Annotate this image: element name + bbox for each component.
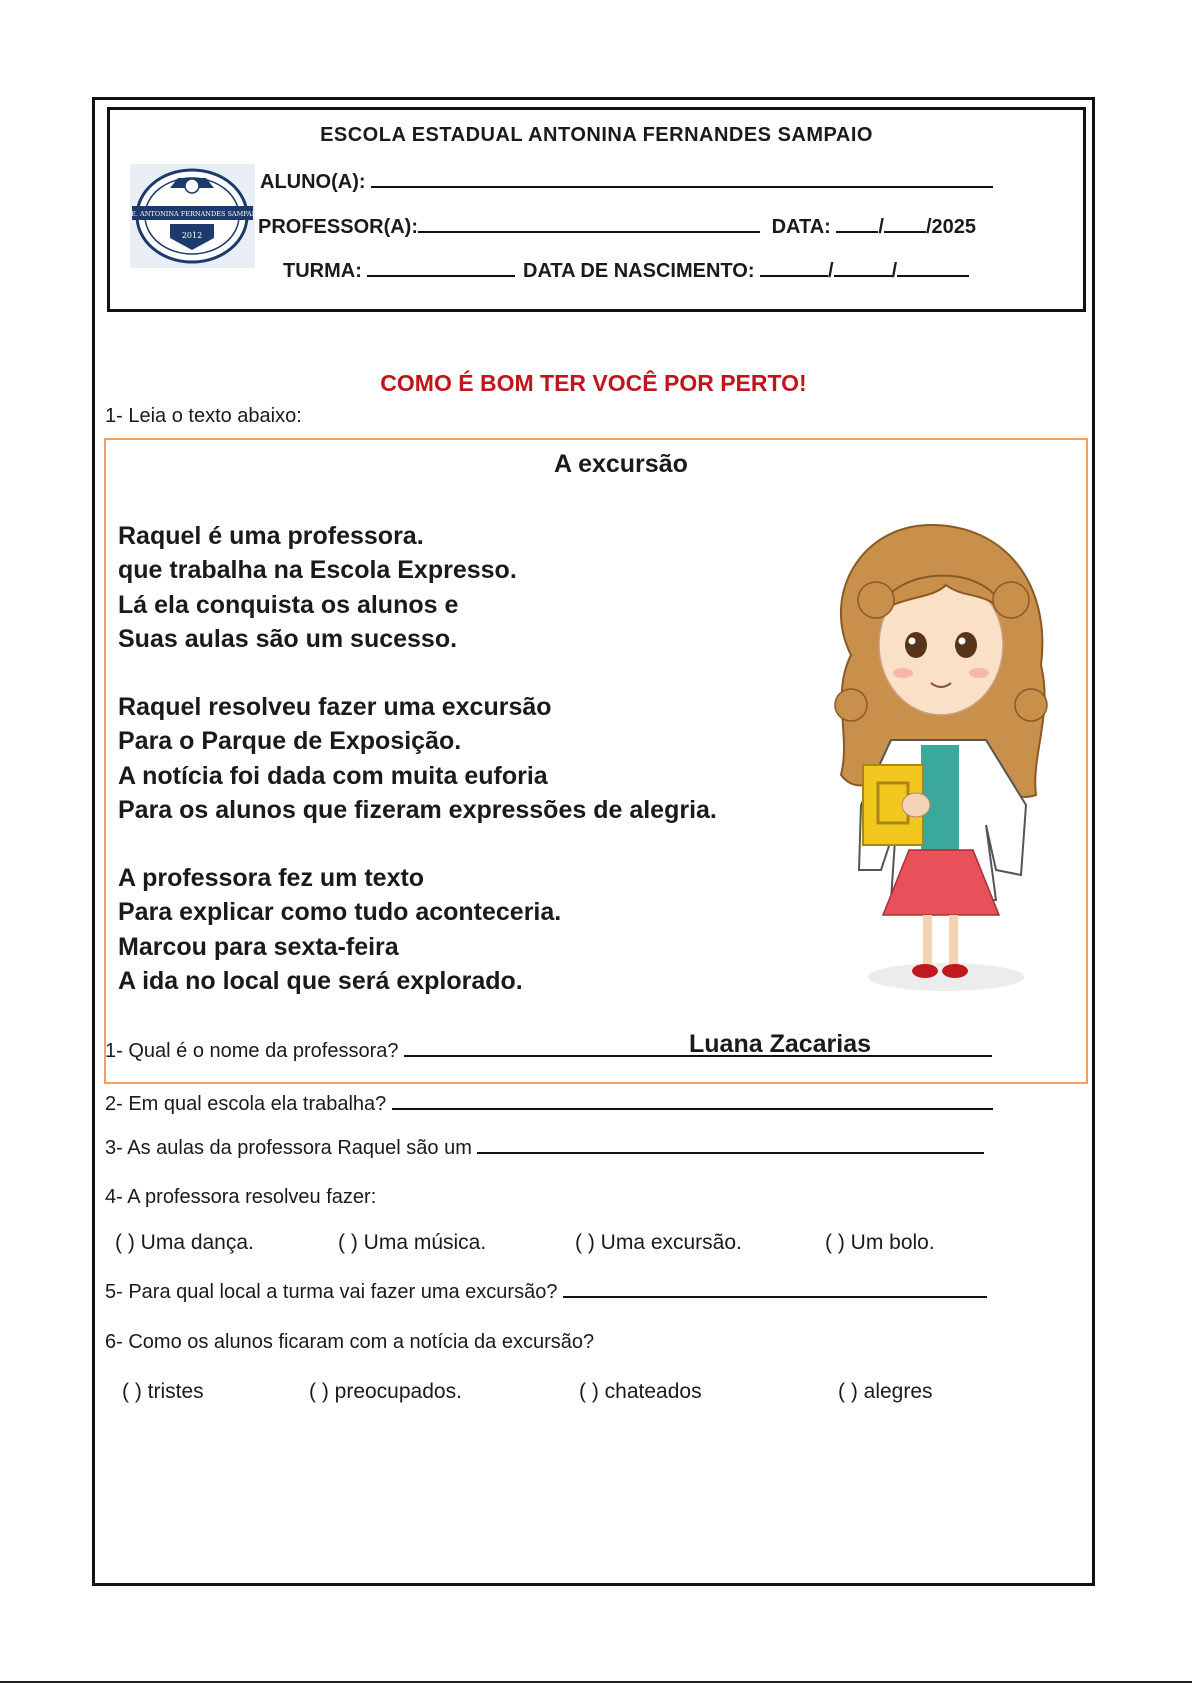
birth-day-line[interactable] xyxy=(760,257,828,277)
teacher-illustration xyxy=(781,505,1081,995)
q4-option-3[interactable]: ( ) Uma excursão. xyxy=(575,1231,742,1254)
birth-slash-2: / xyxy=(891,260,898,282)
school-logo xyxy=(130,164,255,268)
story-author: Luana Zacarias xyxy=(689,1030,872,1058)
story-title: A excursão xyxy=(554,450,688,478)
date-label: DATA: xyxy=(771,216,831,238)
verse-line: A professora fez um texto xyxy=(118,864,425,892)
page-title: COMO É BOM TER VOCÊ POR PERTO! xyxy=(380,370,807,396)
date-day-line[interactable] xyxy=(836,213,878,233)
page-bottom-rule xyxy=(0,1681,1192,1683)
verse-line: Marcou para sexta-feira xyxy=(118,932,399,961)
verse-line: Para explicar como tudo aconteceria. xyxy=(118,898,562,927)
answer-line-3[interactable] xyxy=(477,1134,984,1154)
question-5-text: 5- Para qual local a turma vai fazer uma excursão? xyxy=(105,1281,558,1303)
school-name: ESCOLA ESTADUAL ANTONINA FERNANDES SAMPAIO xyxy=(320,124,873,146)
date-month-line[interactable] xyxy=(884,213,926,233)
date-slash: / xyxy=(878,216,884,238)
verse-line: A notícia foi dada com muita euforia xyxy=(118,761,548,790)
verse-line: Raquel resolveu fazer uma excursão xyxy=(118,693,552,721)
question-2 xyxy=(105,1090,993,1116)
class-field xyxy=(283,257,969,283)
question-6: 6- Como os alunos ficaram com a notícia da excursão? xyxy=(105,1331,595,1353)
question-3 xyxy=(105,1134,984,1160)
q4-option-2[interactable]: ( ) Uma música. xyxy=(338,1231,487,1254)
birth-slash-1: / xyxy=(828,260,834,282)
q6-option-4[interactable]: ( ) alegres xyxy=(838,1380,933,1403)
birth-month-line[interactable] xyxy=(834,257,892,277)
verse-line: Para o Parque de Exposição. xyxy=(118,727,462,756)
worksheet-frame xyxy=(92,97,1095,1586)
answer-line-5[interactable] xyxy=(563,1278,987,1298)
class-label: TURMA: xyxy=(283,260,362,282)
header-box xyxy=(107,107,1086,312)
question-4: 4- A professora resolveu fazer: xyxy=(105,1186,377,1208)
q6-option-3[interactable]: ( ) chateados xyxy=(579,1380,702,1403)
teacher-field xyxy=(258,213,976,239)
question-1-text: 1- Qual é o nome da professora? xyxy=(105,1040,399,1062)
answer-line-2[interactable] xyxy=(392,1090,993,1110)
q4-option-1[interactable]: ( ) Uma dança. xyxy=(115,1231,254,1254)
verse-line: Suas aulas são um sucesso. xyxy=(118,624,458,653)
birth-label: DATA DE NASCIMENTO: xyxy=(523,260,755,282)
teacher-label: PROFESSOR(A): xyxy=(258,216,418,238)
question-5 xyxy=(105,1278,987,1304)
logo-year: 2012 xyxy=(181,231,203,240)
q6-option-1[interactable]: ( ) tristes xyxy=(122,1380,204,1403)
question-2-text: 2- Em qual escola ela trabalha? xyxy=(105,1093,387,1115)
instruction: 1- Leia o texto abaixo: xyxy=(105,405,302,427)
question-1 xyxy=(105,1037,992,1063)
question-3-text: 3- As aulas da professora Raquel são um xyxy=(105,1137,472,1159)
q4-option-4[interactable]: ( ) Um bolo. xyxy=(825,1231,935,1254)
q6-option-2[interactable]: ( ) preocupados. xyxy=(309,1380,462,1403)
verse-line: Lá ela conquista os alunos e xyxy=(118,590,459,619)
story-box xyxy=(104,438,1088,1084)
stanza-3 xyxy=(118,861,561,998)
date-year: /2025 xyxy=(925,216,976,238)
verse-line: Raquel é uma professora. xyxy=(118,522,424,550)
answer-line-1[interactable] xyxy=(404,1037,992,1057)
class-line[interactable] xyxy=(367,257,515,277)
logo-text: E.E. ANTONINA FERNANDES SAMPAIO xyxy=(130,210,255,218)
stanza-2 xyxy=(118,690,717,827)
student-label: ALUNO(A): xyxy=(260,171,366,193)
stanza-1 xyxy=(118,519,517,656)
verse-line: Para os alunos que fizeram expressões de alegria. xyxy=(118,795,717,824)
birth-year-line[interactable] xyxy=(897,257,969,277)
teacher-line[interactable] xyxy=(418,213,760,233)
student-line[interactable] xyxy=(371,168,993,188)
verse-line: que trabalha na Escola Expresso. xyxy=(118,556,517,585)
verse-line: A ida no local que será explorado. xyxy=(118,966,523,995)
student-field xyxy=(260,168,993,194)
